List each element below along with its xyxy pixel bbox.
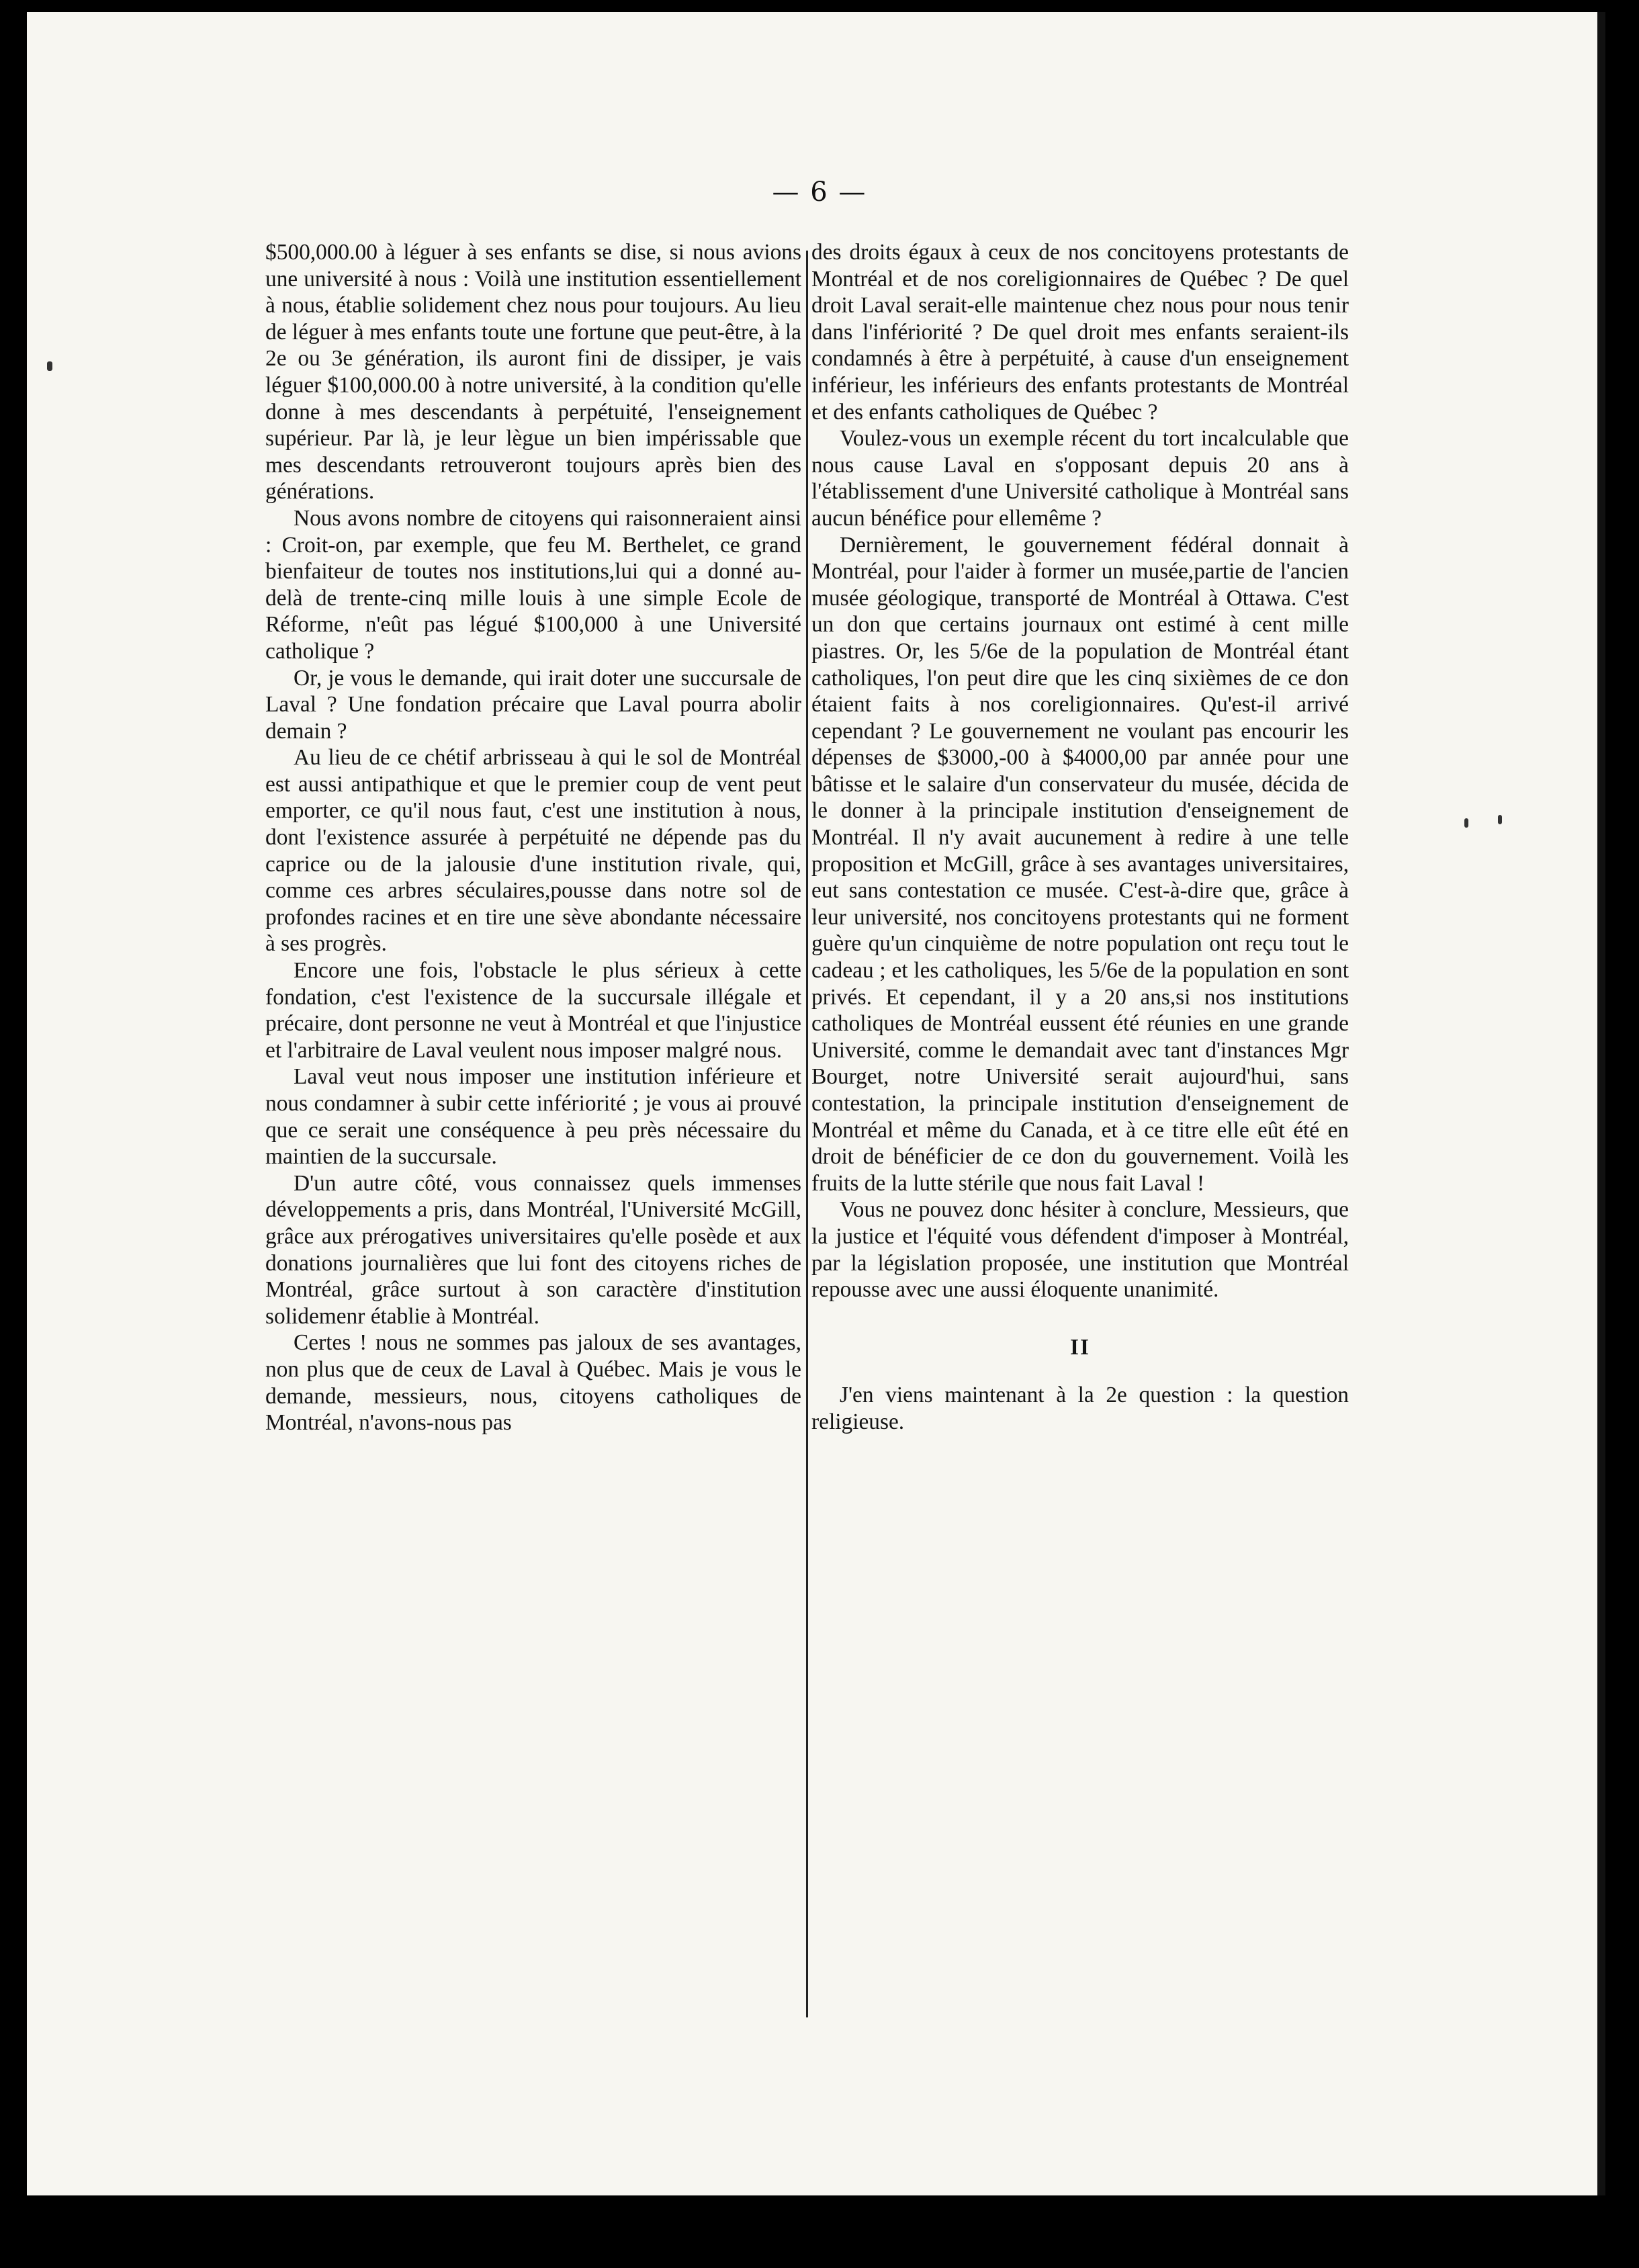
paragraph: Certes ! nous ne sommes pas jaloux de ses avantages, non plus que de ceux de Laval à Québec. Mais je vous le demande, messieurs, nous, citoyens catholiques de Montréal, n'avons-nous pas: [265, 1330, 801, 1436]
left-column: [265, 239, 801, 1436]
paragraph: $500,000.00 à léguer à ses enfants se dise, si nous avions une université à nous : Voilà une institution essentiellement à nous, établie solidement chez nous pour toujours. Au lieu de léguer à mes enfants toute une fortune que peut-être, à la 2e ou 3e génération, ils auront fini de dissiper, je vais léguer $100,000.00 à notre université, à la condition qu'elle donne à mes descendants à perpétuité, l'enseignement supérieur. Par là, je leur lègue un bien impérissable que mes descendants retrouveront toujours après bien des générations.: [265, 240, 801, 505]
scan-border: [1597, 12, 1605, 2195]
paragraph: J'en viens maintenant à la 2e question : la question religieuse.: [811, 1383, 1349, 1434]
page-number: — 6 —: [772, 177, 867, 208]
column-divider: [806, 251, 808, 2017]
paragraph: Encore une fois, l'obstacle le plus sérieux à cette fondation, c'est l'existence de la succursale illégale et précaire, dont personne ne veut à Montréal et que l'injustice et l'arbitraire de Laval veulent nous imposer malgré nous.: [265, 958, 801, 1063]
paragraph: Dernièrement, le gouvernement fédéral donnait à Montréal, pour l'aider à former un musée,partie de l'ancien musée géologique, transporté de Montréal à Ottawa. C'est un don que certains journaux ont estimé à cent mille piastres. Or, les 5/6e de la population de Montréal étant catholiques, l'on peut dire que les cinq sixièmes de ce don étaient faits à nos coreligionnaires. Qu'est-il arrivé cependant ? Le gouvernement ne voulant pas encourir les dépenses de $3000,-00 à $4000,00 par année pour une bâtisse et le salaire d'un conservateur du musée, décida de le donner à la principale institution d'enseignement de Montréal. Il n'y avait aucunement à redire à une telle proposition et McGill, grâce à ses avantages universitaires, eut sans contestation ce musée. C'est-à-dire que, grâce à leur université, nos concitoyens protestants qui ne forment guère qu'un cinquième de notre population ont reçu tout le cadeau ; et les catholiques, les 5/6e de la population en sont privés. Et cependant, il y a 20 ans,si nos institutions catholiques de Montréal eussent été réunies en une grande Université, comme le demandait avec tant d'instances Mgr Bourget, notre Université serait aujourd'hui, sans contestation, la principale institution d'enseignement de Montréal et même du Canada, et à ce titre elle eût été en droit de bénéficier de ce don du gouvernement. Voilà les fruits de la lutte stérile que nous fait Laval !: [811, 532, 1349, 1196]
paragraph: D'un autre côté, vous connaissez quels immenses développements a pris, dans Montréal, l'Université McGill, grâce aux prérogatives universitaires qu'elle posède et aux donations journalières que lui font des citoyens riches de Montréal, grâce surtout à son caractère d'institution solidemenr établie à Montréal.: [265, 1170, 801, 1329]
paragraph: Voulez-vous un exemple récent du tort incalculable que nous cause Laval en s'opposant depuis 20 ans à l'établissement d'une Université catholique à Montréal sans aucun bénéfice pour ellemême ?: [811, 426, 1349, 531]
scan-speck: [1498, 815, 1502, 824]
paragraph: Laval veut nous imposer une institution inférieure et nous condamner à subir cette infériorité ; je vous ai prouvé que ce serait une conséquence à peu près nécessaire du maintien de la succursale.: [265, 1064, 801, 1170]
section-heading: II: [1070, 1334, 1090, 1360]
paragraph: Au lieu de ce chétif arbrisseau à qui le sol de Montréal est aussi antipathique et que le premier coup de vent peut emporter, ce qu'il nous faut, c'est une institution à nous, dont l'existence assurée à perpétuité ne dépende pas du caprice ou de la jalousie d'une institution rivale, qui, comme ces arbres séculaires,pousse dans notre sol de profondes racines et en tire une sève abondante nécessaire à ses progrès.: [265, 745, 801, 957]
right-column: [811, 239, 1349, 1436]
paragraph: Nous avons nombre de citoyens qui raisonneraient ainsi : Croit-on, par exemple, que feu M. Berthelet, ce grand bienfaiteur de toutes nos institutions,lui qui a donné au-delà de trente-cinq mille louis à une simple Ecole de Réforme, n'eût pas légué $100,000 à une Université catholique ?: [265, 505, 801, 664]
scan-speck: [1464, 818, 1468, 828]
document-page: [27, 12, 1605, 2195]
paragraph: Vous ne pouvez donc hésiter à conclure, Messieurs, que la justice et l'équité vous défendent d'imposer à Montréal, par la législation proposée, une institution que Montréal repousse avec une aussi éloquente unanimité.: [811, 1197, 1349, 1303]
paragraph: Or, je vous le demande, qui irait doter une succursale de Laval ? Une fondation précaire que Laval pourra abolir demain ?: [265, 665, 801, 744]
paragraph: des droits égaux à ceux de nos concitoyens protestants de Montréal et de nos coreligionnaires de Québec ? De quel droit Laval serait-elle maintenue chez nous pour nous tenir dans l'infériorité ? De quel droit mes enfants seraient-ils condamnés à être à perpétuité, à cause d'un enseignement inférieur, les inférieurs des enfants protestants de Montréal et des enfants catholiques de Québec ?: [811, 240, 1349, 425]
scan-speck: [47, 361, 52, 371]
